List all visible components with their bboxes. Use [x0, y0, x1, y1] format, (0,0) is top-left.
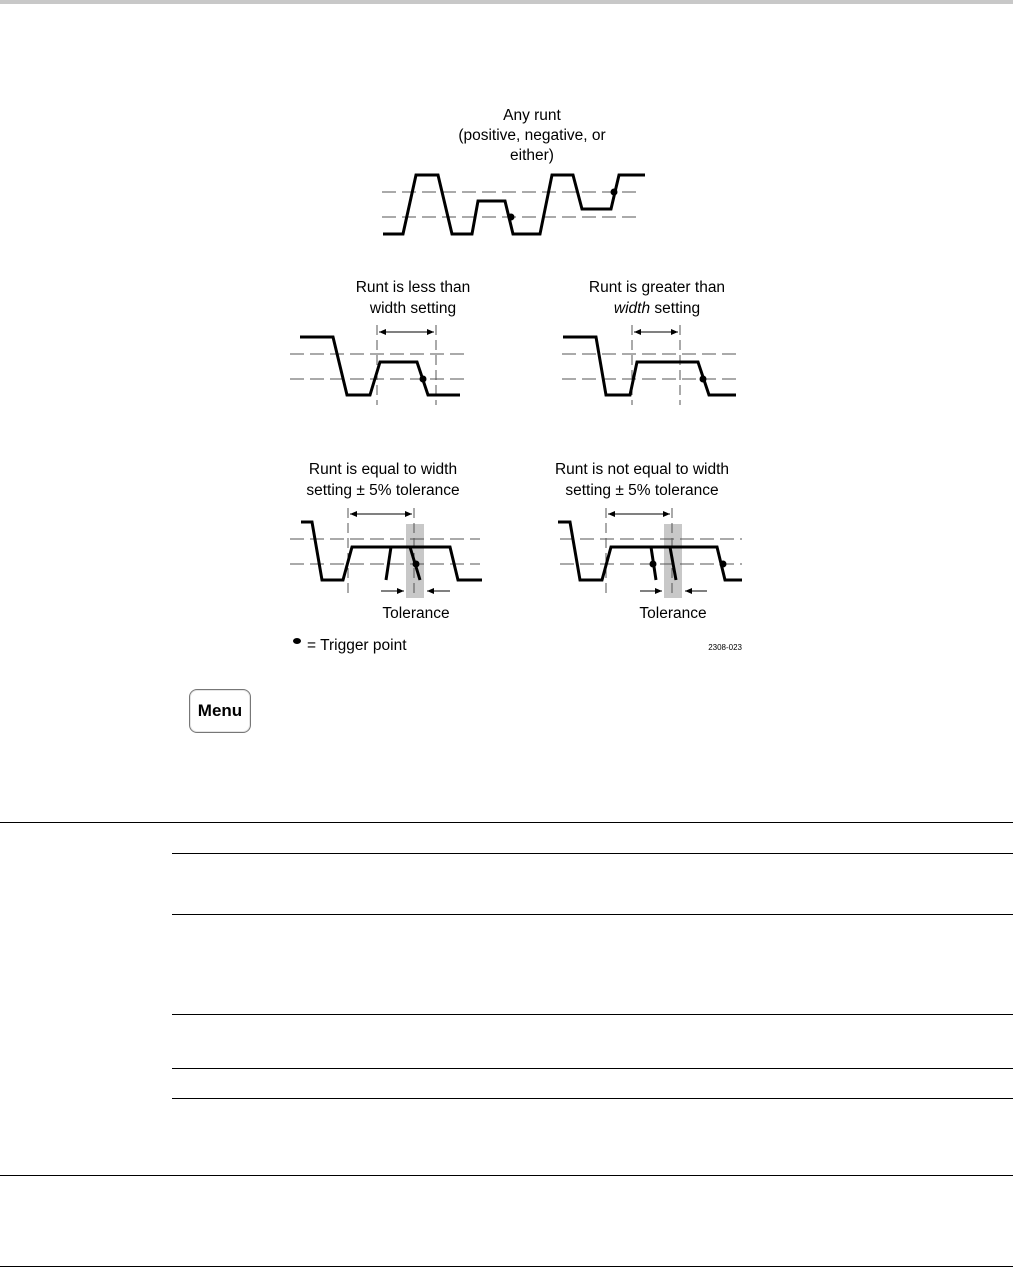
- table-top-rule: [0, 822, 1013, 823]
- tolerance-label-right: Tolerance: [639, 605, 707, 622]
- panel-greater-than: [562, 279, 740, 405]
- arrow-head: [397, 588, 404, 594]
- panel-less-than: [290, 279, 470, 405]
- trigger-point-marker: [420, 376, 427, 383]
- waveform-not-equal: [558, 522, 742, 580]
- trigger-point-legend: = Trigger point: [307, 637, 407, 654]
- equal-label-2: setting ± 5% tolerance: [306, 482, 460, 499]
- tolerance-label-left: Tolerance: [382, 605, 450, 622]
- table-section-rule: [0, 1175, 1013, 1176]
- table-row-rule: [172, 853, 1013, 854]
- any-runt-label-1: Any runt: [503, 107, 561, 124]
- arrow-head: [608, 511, 615, 517]
- panel-any-runt: [382, 107, 645, 234]
- arrow-head: [671, 329, 678, 335]
- panel-equal: [290, 461, 482, 622]
- table-row-rule: [172, 1098, 1013, 1099]
- less-than-label-1: Runt is less than: [355, 279, 471, 296]
- greater-than-label-rest: setting: [650, 300, 701, 317]
- arrow-head: [350, 511, 357, 517]
- arrow-head: [634, 329, 641, 335]
- trigger-point-marker: [611, 189, 618, 196]
- table-row-rule: [172, 914, 1013, 915]
- equal-label-1: Runt is equal to width: [308, 461, 458, 478]
- any-runt-label-3: either): [510, 147, 554, 164]
- trigger-point-marker: [720, 561, 727, 568]
- greater-than-label-italic: width: [613, 300, 651, 317]
- trigger-point-marker: [413, 561, 420, 568]
- arrow-head: [427, 329, 434, 335]
- menu-button[interactable]: Menu: [189, 689, 251, 733]
- less-than-label-2: width setting: [369, 300, 457, 317]
- not-equal-label-2: setting ± 5% tolerance: [565, 482, 719, 499]
- arrow-head: [427, 588, 434, 594]
- table-row-rule: [172, 1014, 1013, 1015]
- figure-id: 2308-023: [708, 643, 742, 652]
- waveform-any-runt: [383, 175, 645, 234]
- arrow-head: [663, 511, 670, 517]
- not-equal-label-1: Runt is not equal to width: [554, 461, 730, 478]
- trigger-point-marker: [700, 376, 707, 383]
- trigger-point-marker: [508, 214, 515, 221]
- any-runt-label-2: (positive, negative, or: [458, 127, 606, 144]
- panel-not-equal: [555, 461, 742, 622]
- greater-than-label-2: [614, 300, 700, 317]
- table-row-rule: [172, 1068, 1013, 1069]
- trigger-point-marker: [650, 561, 657, 568]
- greater-than-label-1: Runt is greater than: [588, 279, 726, 296]
- arrow-head: [685, 588, 692, 594]
- arrow-head: [379, 329, 386, 335]
- trigger-point-legend-icon: [293, 638, 301, 644]
- arrow-head: [655, 588, 662, 594]
- waveform-greater-than: [563, 337, 736, 395]
- arrow-head: [405, 511, 412, 517]
